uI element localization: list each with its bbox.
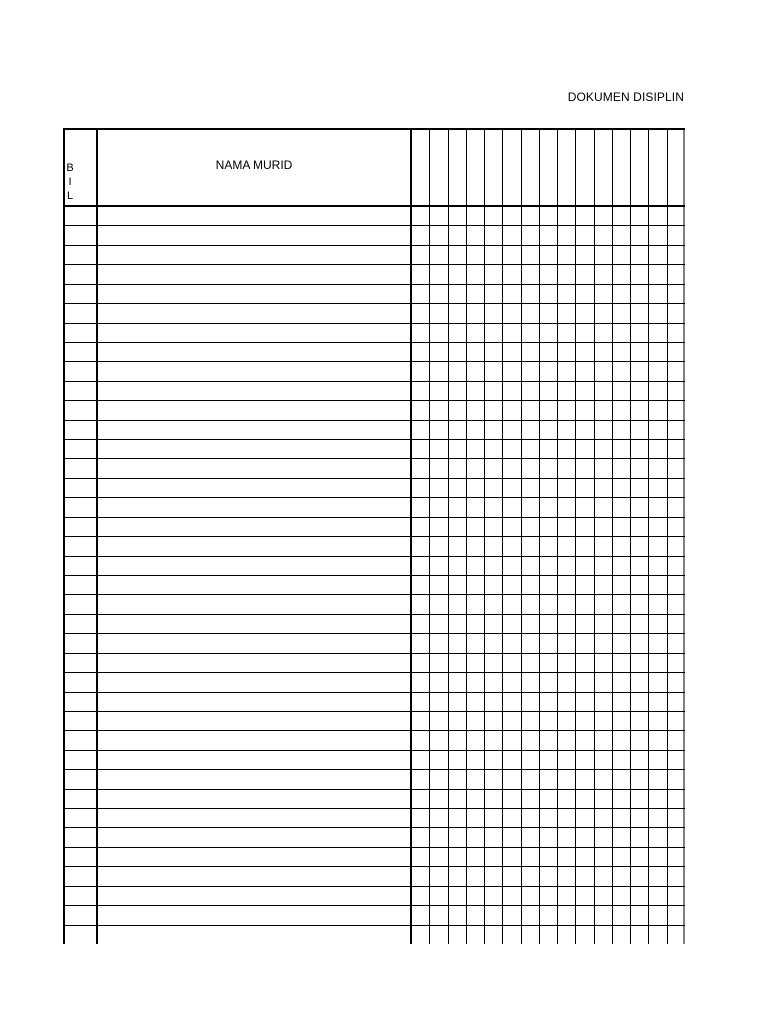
bil-letter: I <box>68 176 72 188</box>
document-title: DOKUMEN DISIPLIN <box>567 90 684 104</box>
bil-letter: L <box>66 190 74 202</box>
bil-column-header <box>65 161 75 203</box>
name-column-header: NAMA MURID <box>215 158 293 172</box>
student-discipline-table <box>63 128 685 944</box>
bil-letter: B <box>66 162 74 174</box>
table-grid <box>63 128 685 944</box>
